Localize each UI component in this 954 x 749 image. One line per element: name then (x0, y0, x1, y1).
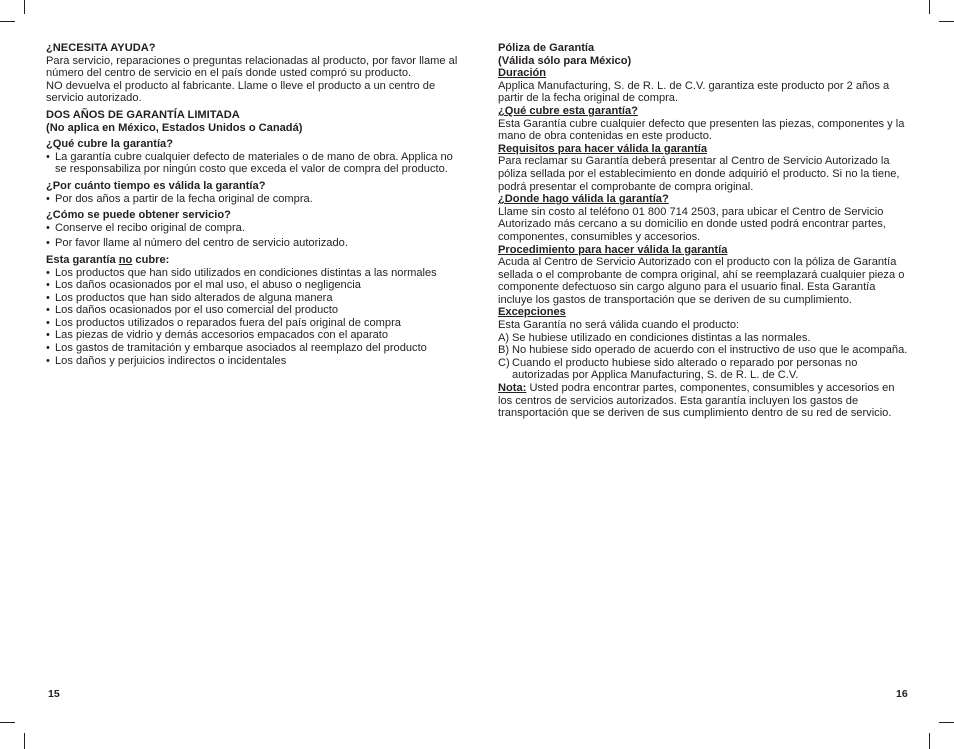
list-item: • Los productos que han sido alterados de alguna manera (46, 292, 461, 305)
list-item: • Las piezas de vidrio y demás accesorios empacados con el aparato (46, 329, 461, 342)
crop-mark (929, 0, 930, 14)
section-text: Acuda al Centro de Servicio Autorizado con el producto con la póliza de Garantía sellada o el comprobante de compra original, ahí se reemplazará cualquier pieza o componente defectuoso sin cargo alguno para el usuario final. Esta Garantía incluye los gastos de transportación que se deriven de su cumplimiento. (498, 256, 905, 306)
left-page-column (46, 42, 461, 367)
page-number: 16 (896, 688, 908, 700)
list-item: C) Cuando el producto hubiese sido alterado o reparado por personas no autorizadas por Applica Manufacturing, S. de R. L. de C.V. (498, 357, 908, 382)
section-text: Applica Manufacturing, S. de R. L. de C.V. garantiza este producto por 2 años a partir de la fecha original de compra. (498, 79, 890, 105)
section-heading: Duración (498, 67, 547, 80)
exceptions-list (498, 332, 908, 382)
list-item: A) Se hubiese utilizado en condiciones distintas a las normales. (498, 332, 908, 345)
list-item: • Los productos utilizados o reparados fuera del país original de compra (46, 317, 461, 330)
bullet-list (46, 267, 461, 368)
help-heading: ¿NECESITA AYUDA? (46, 42, 156, 54)
crop-mark (939, 722, 954, 723)
section-heading: Procedimiento para hacer válida la garantía (498, 243, 728, 256)
list-item: • Los daños y perjuicios indirectos o incidentales (46, 355, 461, 368)
section-heading: Requisitos para hacer válida la garantía (498, 142, 708, 155)
policy-subtitle: (Válida sólo para México) (498, 54, 632, 67)
section-text: Llame sin costo al teléfono 01 800 714 2503, para ubicar el Centro de Servicio Autorizado más cercano a su domicilio en donde usted podrá encontrar partes, componentes, consumibles y accesorios. (498, 205, 886, 243)
note-text: Usted podra encontrar partes, componentes, consumibles y accesorios en los centros de servicios autorizados. Esta garantía incluyen los gastos de transportación que se deriven de sus cumplimiento dentro de su red de servicio. (498, 382, 895, 420)
list-item: B) No hubiese sido operado de acuerdo con el instructivo de uso que le acompaña. (498, 344, 908, 357)
page-number: 15 (48, 688, 60, 700)
section-heading: Excepciones (498, 306, 566, 319)
note-label: Nota: (498, 382, 527, 395)
question-heading (46, 254, 461, 267)
note-paragraph (498, 382, 908, 420)
list-item: • Conserve el recibo original de compra. (46, 222, 461, 235)
crop-mark (939, 21, 954, 22)
warranty-heading: DOS AÑOS DE GARANTÍA LIMITADA (46, 108, 240, 121)
heading-emphasis: no (118, 253, 133, 266)
list-item: • Por favor llame al número del centro de servicio autorizado. (46, 237, 461, 250)
policy-title: Póliza de Garantía (498, 42, 595, 54)
warranty-subheading: (No aplica en México, Estados Unidos o Canadá) (46, 121, 303, 134)
list-item: • Los productos que han sido utilizados en condiciones distintas a las normales (46, 267, 461, 280)
crop-mark (0, 21, 15, 22)
right-page-column (498, 42, 908, 420)
heading-text: Esta garantía (46, 253, 119, 266)
section-text: Esta Garantía no será válida cuando el producto: (498, 319, 740, 332)
heading-text: cubre: (132, 253, 170, 266)
list-item: • La garantía cubre cualquier defecto de materiales o de mano de obra. Applica no se responsabiliza por ningún costo que exceda el valor de compra del producto. (46, 151, 461, 176)
help-text: Para servicio, reparaciones o preguntas relacionadas al producto, por favor llame al número del centro de servicio en el país donde usted compró su producto. (46, 54, 458, 80)
crop-mark (929, 733, 930, 749)
section-text: Esta Garantía cubre cualquier defecto que presenten las piezas, componentes y la mano de obra contenidas en este producto. (498, 117, 905, 143)
crop-mark (24, 733, 25, 749)
bullet-list (46, 193, 461, 206)
question-heading: ¿Cómo se puede obtener servicio? (46, 209, 231, 222)
crop-mark (0, 722, 15, 723)
list-item: • Los gastos de tramitación y embarque asociados al reemplazo del producto (46, 342, 461, 355)
list-item: • Los daños ocasionados por el mal uso, el abuso o negligencia (46, 279, 461, 292)
bullet-list (46, 222, 461, 250)
list-item: • Por dos años a partir de la fecha original de compra. (46, 193, 461, 206)
help-text: NO devuelva el producto al fabricante. Llame o lleve el producto a un centro de servicio autorizado. (46, 79, 436, 105)
section-heading: ¿Donde hago válida la garantía? (498, 193, 669, 206)
crop-mark (24, 0, 25, 14)
question-heading: ¿Por cuánto tiempo es válida la garantía? (46, 179, 266, 192)
section-heading: ¿Qué cubre esta garantía? (498, 104, 638, 117)
list-item: • Los daños ocasionados por el uso comercial del producto (46, 304, 461, 317)
question-heading: ¿Qué cubre la garantía? (46, 138, 173, 151)
section-text: Para reclamar su Garantía deberá presentar al Centro de Servicio Autorizado la póliza sellada por el establecimiento en donde adquirió el producto. Si no la tiene, podrá presentar el comprobante de compra original. (498, 155, 900, 193)
bullet-list (46, 151, 461, 176)
